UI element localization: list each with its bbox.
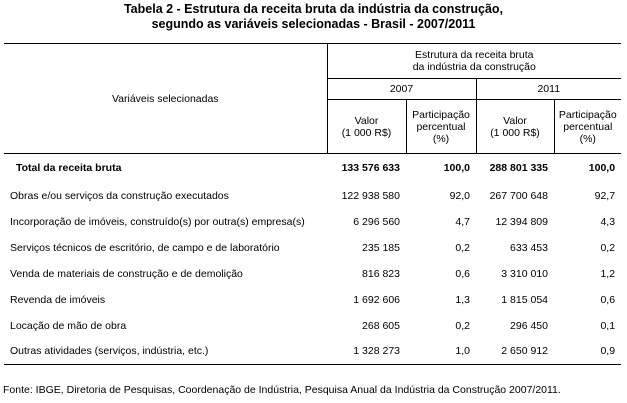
valor-2007: 268 605	[362, 319, 400, 332]
part-2011: 0,9	[554, 339, 621, 365]
year-2007-header: 2007	[327, 79, 476, 100]
valor-2007: 122 938 580	[341, 189, 400, 202]
table-row	[4, 313, 621, 339]
row-label: Revenda de imóveis	[10, 293, 106, 306]
row-label: Venda de materiais de construção e de demolição	[10, 267, 243, 280]
part-2011-header	[554, 100, 621, 154]
part-line-1: Participação	[558, 108, 617, 121]
part-line-2: percentual	[416, 120, 466, 133]
part-2007: 0,2	[455, 241, 470, 254]
valor-2011-header	[476, 100, 554, 154]
row-label: Serviços técnicos de escritório, de campo e de laboratório	[10, 241, 280, 254]
table-row	[4, 154, 621, 183]
group-header	[327, 44, 621, 79]
valor-line-1: Valor	[354, 114, 379, 127]
valor-line-2: (1 000 R$)	[341, 126, 392, 139]
valor-line-1: Valor	[503, 114, 527, 127]
row-label: Outras atividades (serviços, indústria, etc.)	[4, 339, 327, 365]
data-table	[4, 43, 621, 365]
row-label: Locação de mão de obra	[10, 319, 127, 332]
valor-2011: 633 453	[510, 241, 548, 254]
part-2007: 0,2	[455, 319, 470, 332]
valor-2007: 1 692 606	[353, 293, 400, 306]
part-2007: 4,7	[455, 215, 470, 228]
part-2011: 0,6	[600, 293, 616, 306]
part-2007-header	[406, 100, 476, 154]
table-row	[4, 287, 621, 313]
valor-2011: 2 650 912	[476, 339, 554, 365]
valor-2007: 235 185	[362, 241, 400, 254]
part-line-3: (%)	[579, 132, 596, 145]
title-line-2: segundo as variáveis selecionadas - Brasil - 2007/2011	[151, 17, 476, 31]
part-2011: 100,0	[588, 162, 616, 175]
table-row	[4, 183, 621, 209]
valor-2007: 816 823	[362, 267, 400, 280]
part-2007: 0,6	[455, 267, 470, 280]
part-2007: 92,0	[449, 189, 470, 202]
valor-2007: 6 296 560	[353, 215, 400, 228]
valor-2011: 12 394 809	[495, 215, 548, 228]
valor-2007: 133 576 633	[341, 162, 400, 175]
valor-2011: 3 310 010	[501, 267, 548, 280]
valor-line-2: (1 000 R$)	[490, 126, 540, 139]
part-2011: 4,3	[600, 215, 616, 228]
valor-2011: 1 815 054	[501, 293, 548, 306]
part-line-1: Participação	[412, 108, 470, 121]
valor-2011: 288 801 335	[489, 162, 548, 175]
table-row	[4, 339, 621, 365]
part-line-3: (%)	[432, 132, 450, 145]
part-2011: 0,2	[600, 241, 616, 254]
title-line-1: Tabela 2 - Estrutura da receita bruta da indústria da construção,	[123, 2, 504, 16]
part-2007: 1,0	[406, 339, 476, 365]
part-2011: 0,1	[600, 319, 616, 332]
part-line-2: percentual	[563, 120, 613, 133]
part-2011: 1,2	[600, 267, 616, 280]
source-note: Fonte: IBGE, Diretoria de Pesquisas, Coordenação de Indústria, Pesquisa Anual da Indústria da Construção 2007/2011.	[3, 384, 561, 396]
part-2011: 92,7	[594, 189, 616, 202]
group-header-line-1: Estrutura da receita bruta	[415, 49, 534, 61]
valor-2011: 296 450	[510, 319, 548, 332]
valor-2007-header	[327, 100, 406, 154]
table-row	[4, 209, 621, 235]
part-2007: 100,0	[443, 162, 470, 175]
group-header-line-2: da indústria da construção	[412, 61, 536, 73]
year-2011-header: 2011	[476, 79, 621, 100]
row-label: Obras e/ou serviços da construção executados	[10, 189, 229, 202]
row-label-header: Variáveis selecionadas	[4, 44, 327, 154]
valor-2007: 1 328 273	[327, 339, 406, 365]
row-label: Incorporação de imóveis, construído(s) por outra(s) empresa(s)	[10, 215, 305, 228]
valor-2011: 267 700 648	[489, 189, 548, 202]
table-title	[0, 2, 627, 32]
table-row	[4, 235, 621, 261]
table-row	[4, 261, 621, 287]
row-label: Total da receita bruta	[16, 162, 122, 175]
part-2007: 1,3	[455, 293, 470, 306]
